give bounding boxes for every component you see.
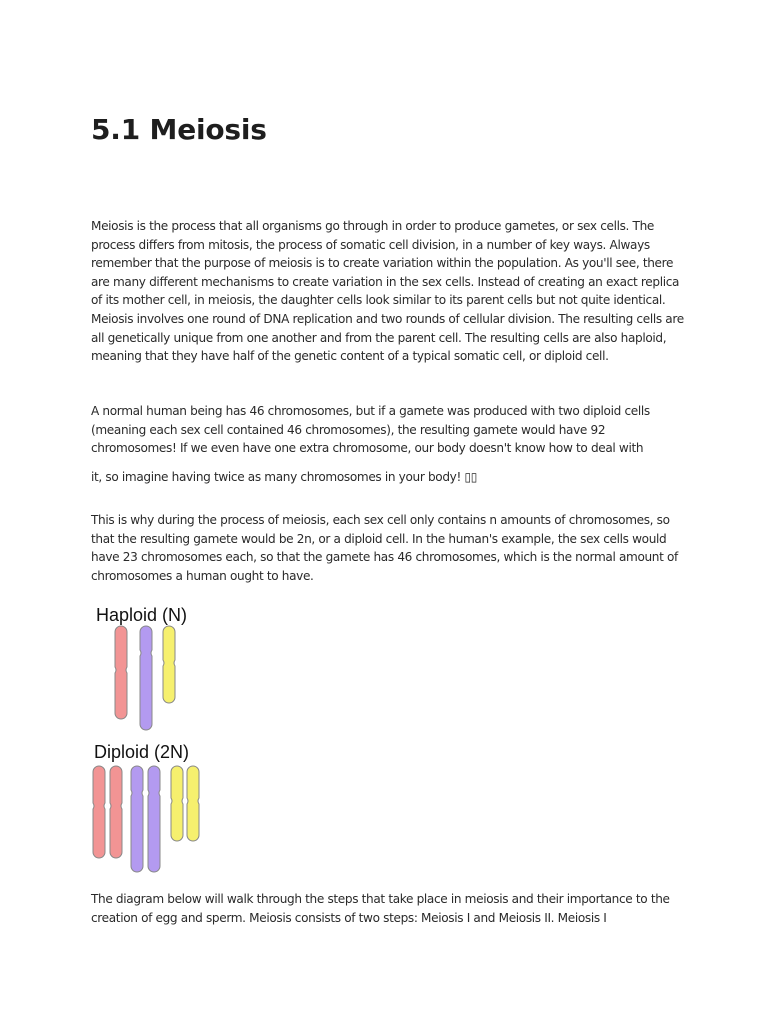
chromosome-shape xyxy=(163,626,175,703)
paragraph-chromosome-count xyxy=(91,402,687,486)
paragraph-chromosome-count-line1: A normal human being has 46 chromosomes, but if a gamete was produced with two diploid cells (meaning each sex cell contained 46 chromosomes), the resulting gamete would have 92 chromosomes! If we even have one extra chromosome, our body doesn't know how to deal with xyxy=(91,404,650,456)
chromosome-shape xyxy=(140,626,152,730)
haploid-chromosome-yellow xyxy=(163,626,175,703)
diploid-pair-purple xyxy=(131,766,160,872)
chromosome-diagram xyxy=(91,598,221,876)
paragraph-meiosis-intro: Meiosis is the process that all organisms go through in order to produce gametes, or sex cells. The process differs from mitosis, the process of somatic cell division, in a number of key ways. Always remember that the purpose of meiosis is to create variation within the population. As you'll see, there are many different mechanisms to create variation in the sex cells. Instead of creating an exact replica of its mother cell, in meiosis, the daughter cells look similar to its parent cells but not quite identical. Meiosis involves one round of DNA replication and two rounds of cellular division. The resulting cells are all genetically unique from one another and from the parent cell. The resulting cells are also haploid, meaning that they have half of the genetic content of a typical somatic cell, or diploid cell. xyxy=(91,219,684,364)
page-title: 5.1 Meiosis xyxy=(91,113,267,146)
paragraph-diagram-intro: The diagram below will walk through the steps that take place in meiosis and their importance to the creation of egg and sperm. Meiosis consists of two steps: Meiosis I and Meiosis II. Meiosis I xyxy=(91,892,670,925)
haploid-diploid-figure xyxy=(91,598,221,876)
haploid-label: Haploid (N) xyxy=(96,605,188,625)
chromosome-shape xyxy=(131,766,143,872)
chromosome-shape xyxy=(93,766,105,858)
haploid-chromosome-pink xyxy=(115,626,127,719)
chromosome-shape xyxy=(171,766,183,841)
paragraph-n-amounts: This is why during the process of meiosis, each sex cell only contains n amounts of chromosomes, so that the resulting gamete would be 2n, or a diploid cell. In the human's example, the sex cells would have 23 chromosomes each, so that the gamete has 46 chromosomes, which is the normal amount of chromosomes a human ought to have. xyxy=(91,513,678,583)
chromosome-shape xyxy=(115,626,127,719)
chromosome-shape xyxy=(148,766,160,872)
chromosome-shape xyxy=(187,766,199,841)
diploid-pair-yellow xyxy=(171,766,199,841)
diploid-pair-pink xyxy=(93,766,122,858)
paragraph-chromosome-count-line2: it, so imagine having twice as many chromosomes in your body! ▯▯ xyxy=(91,469,478,484)
chromosome-shape xyxy=(110,766,122,858)
diploid-label: Diploid (2N) xyxy=(94,742,190,762)
haploid-chromosome-purple xyxy=(140,626,152,730)
